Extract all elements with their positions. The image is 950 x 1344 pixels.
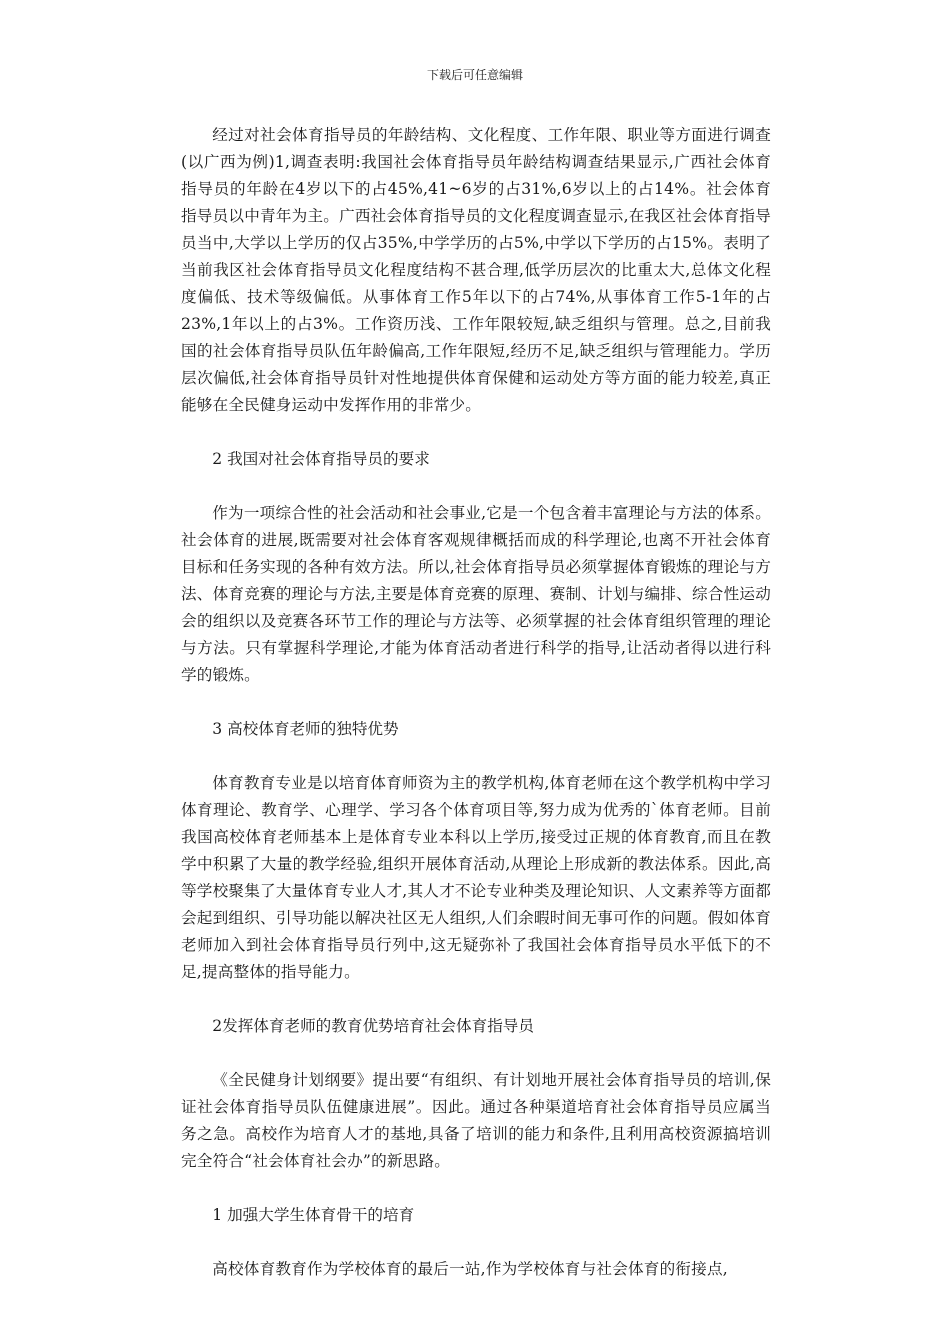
section-heading-backbone: 1 加强大学生体育骨干的培育 bbox=[212, 1206, 415, 1224]
spacer bbox=[181, 1175, 771, 1202]
spacer bbox=[181, 1040, 771, 1067]
paragraph-training: 《全民健身计划纲要》提出要“有组织、有计划地开展社会体育指导员的培训,保证社会体育指导员队伍健康进展”。因此。通过各种渠道培育社会体育指导员应属当务之急。高校作为培育人才的基地,具备了培训的能力和条件,且利用高校资源搞培训完全符合“社会体育社会办”的新思路。 bbox=[181, 1071, 771, 1170]
spacer bbox=[181, 743, 771, 770]
spacer bbox=[181, 689, 771, 716]
section-heading-requirements: 2 我国对社会体育指导员的要求 bbox=[212, 450, 430, 468]
section-heading-training: 2发挥体育老师的教育优势培育社会体育指导员 bbox=[212, 1017, 534, 1035]
spacer bbox=[181, 473, 771, 500]
paragraph-advantages: 体育教育专业是以培育体育师资为主的教学机构,体育老师在这个教学机构中学习体育理论、教育学、心理学、学习各个体育项目等,努力成为优秀的`体育老师。目前我国高校体育老师基本上是体育专业本科以上学历,接受过正规的体育教育,而且在教学中积累了大量的教学经验,组织开展体育活动,从理论上形成新的教法体系。因此,高等学校聚集了大量体育专业人才,其人才不论专业种类及理论知识、人文素养等方面都会起到组织、引导功能以解决社区无人组织,人们余暇时间无事可作的问题。假如体育老师加入到社会体育指导员行列中,这无疑弥补了我国社会体育指导员水平低下的不足,提高整体的指导能力。 bbox=[181, 774, 771, 981]
paragraph-requirements: 作为一项综合性的社会活动和社会事业,它是一个包含着丰富理论与方法的体系。社会体育的进展,既需要对社会体育客观规律概括而成的科学理论,也离不开社会体育目标和任务实现的各种有效方法。所以,社会体育指导员必须掌握体育锻炼的理论与方法、体育竞赛的理论与方法,主要是体育竞赛的原理、赛制、计划与编排、综合性运动会的组织以及竞赛各环节工作的理论与方法等、必须掌握的社会体育组织管理的理论与方法。只有掌握科学理论,才能为体育活动者进行科学的指导,让活动者得以进行科学的锻炼。 bbox=[181, 504, 771, 684]
paragraph-backbone: 高校体育教育作为学校体育的最后一站,作为学校体育与社会体育的衔接点, bbox=[212, 1260, 728, 1278]
spacer bbox=[181, 986, 771, 1013]
spacer bbox=[181, 1229, 771, 1256]
section-heading-advantages: 3 高校体育老师的独特优势 bbox=[212, 720, 399, 738]
spacer bbox=[181, 419, 771, 446]
paragraph-survey: 经过对社会体育指导员的年龄结构、文化程度、工作年限、职业等方面进行调查(以广西为例)1,调查表明:我国社会体育指导员年龄结构调查结果显示,广西社会体育指导员的年龄在4岁以下的占45%,41~6岁的占31%,6岁以上的占14%。社会体育指导员以中青年为主。广西社会体育指导员的文化程度调查显示,在我区社会体育指导员当中,大学以上学历的仅占35%,中学学历的占5%,中学以下学历的占15%。表明了当前我区社会体育指导员文化程度结构不甚合理,低学历层次的比重太大,总体文化程度偏低、技术等级偏低。从事体育工作5年以下的占74%,从事体育工作5-1年的占23%,1年以上的占3%。工作资历浅、工作年限较短,缺乏组织与管理。总之,目前我国的社会体育指导员队伍年龄偏高,工作年限短,经历不足,缺乏组织与管理能力。学历层次偏低,社会体育指导员针对性地提供体育保健和运动处方等方面的能力较差,真正能够在全民健身运动中发挥作用的非常少。 bbox=[181, 126, 771, 414]
document-body bbox=[181, 122, 771, 1283]
page-header: 下载后可任意编辑 bbox=[426, 68, 523, 82]
